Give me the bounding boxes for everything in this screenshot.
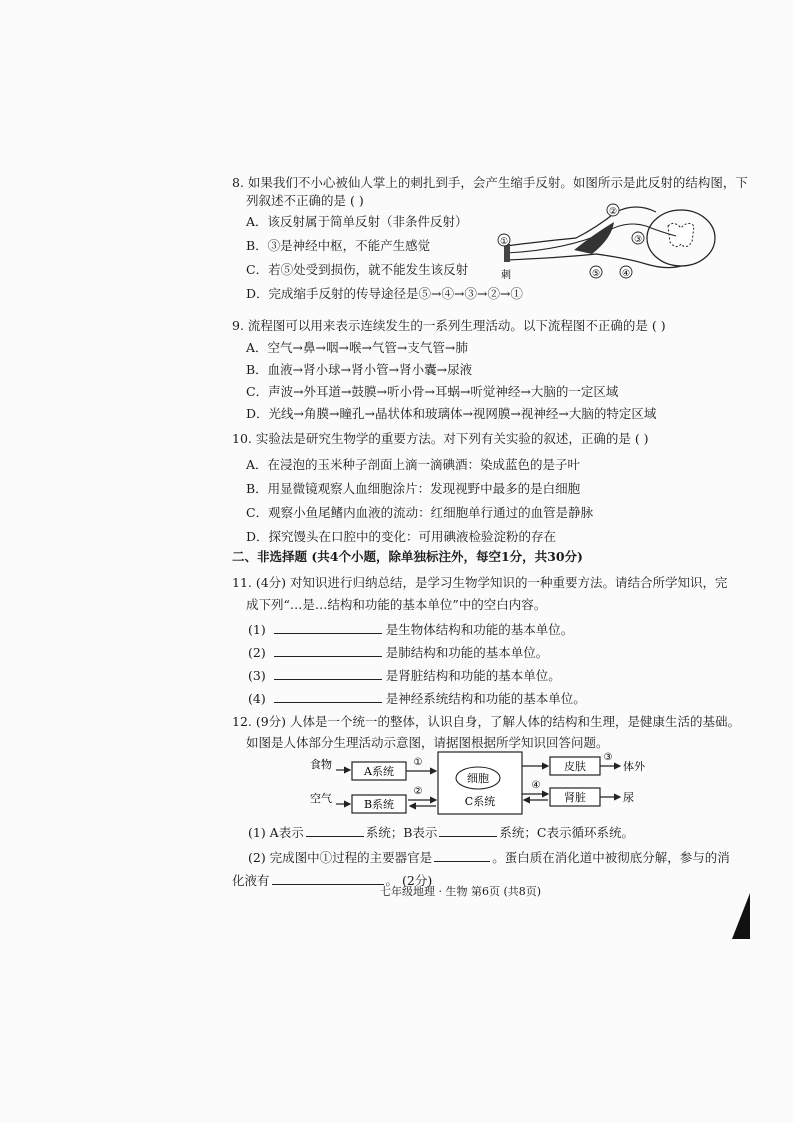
scan-shadow xyxy=(732,893,750,939)
q11-item-text: 是生物体结构和功能的基本单位。 xyxy=(385,622,574,637)
q11-item-text: 是肾脏结构和功能的基本单位。 xyxy=(385,668,561,683)
q12-part1-text-b: 系统；B表示 xyxy=(365,825,438,840)
q11-item-number: (1) xyxy=(248,622,266,637)
page-footer: 七年级地理 · 生物 第6页 (共8页) xyxy=(380,885,542,898)
label-air: 空气 xyxy=(310,792,332,805)
q12-part1 xyxy=(248,824,634,841)
answer-blank[interactable] xyxy=(272,872,384,885)
q12-stem-line1: 12. (9分) 人体是一个统一的整体，认识自身，了解人体的结构和生理，是健康生活的基础。 xyxy=(232,714,741,729)
label-food: 食物 xyxy=(310,758,332,771)
figure-label-3: ③ xyxy=(633,235,643,245)
figure-label-4: ④ xyxy=(621,269,631,279)
q12-part2 xyxy=(248,849,730,866)
answer-blank[interactable] xyxy=(274,667,382,680)
q9-option-d: D．光线→角膜→瞳孔→晶状体和玻璃体→视网膜→视神经→大脑的特定区域 xyxy=(246,406,657,421)
answer-blank[interactable] xyxy=(274,644,382,657)
q10-stem: 10. 实验法是研究生物学的重要方法。对下列有关实验的叙述，正确的是 ( ) xyxy=(232,431,649,446)
q9-option-a: A．空气→鼻→咽→喉→气管→支气管→肺 xyxy=(246,340,468,355)
answer-blank[interactable] xyxy=(434,849,490,862)
q11-item-text: 是肺结构和功能的基本单位。 xyxy=(385,645,549,660)
q8-option-c: C．若⑤处受到损伤，就不能发生该反射 xyxy=(246,262,469,277)
label-c-system: C系统 xyxy=(464,795,496,808)
box-a-system: A系统 xyxy=(364,765,394,778)
q8-option-b: B．③是神经中枢，不能产生感觉 xyxy=(246,238,431,253)
reflex-arc-figure xyxy=(496,198,736,284)
label-outside: 体外 xyxy=(623,760,645,773)
q11-item-number: (2) xyxy=(248,645,266,660)
q11-item xyxy=(248,621,573,638)
q11-item xyxy=(248,644,548,661)
answer-blank[interactable] xyxy=(306,824,364,837)
answer-blank[interactable] xyxy=(274,690,382,703)
q11-item-number: (4) xyxy=(248,691,266,706)
q8-stem-line1: 8. 如果我们不小心被仙人掌上的刺扎到手，会产生缩手反射。如图所示是此反射的结构图，下 xyxy=(232,175,748,190)
q12-part1-text-c: 系统；C表示循环系统。 xyxy=(499,825,634,840)
box-skin: 皮肤 xyxy=(564,760,586,773)
arrow-label-4: ④ xyxy=(531,780,541,791)
q10-option-a: A．在浸泡的玉米种子剖面上滴一滴碘酒：染成蓝色的是子叶 xyxy=(246,457,581,472)
physiology-diagram xyxy=(300,748,690,818)
figure-label-thorn: 刺 xyxy=(501,270,511,281)
box-kidney: 肾脏 xyxy=(564,791,586,804)
figure-label-1: ① xyxy=(499,237,509,247)
label-cell: 细胞 xyxy=(467,772,489,785)
q8-stem-line2: 列叙述不正确的是 ( ) xyxy=(246,193,364,208)
q8-option-a: A．该反射属于简单反射（非条件反射） xyxy=(246,214,468,229)
q11-item-text: 是神经系统结构和功能的基本单位。 xyxy=(385,691,586,706)
q10-option-d: D．探究馒头在口腔中的变化：可用碘液检验淀粉的存在 xyxy=(246,529,557,544)
q10-option-c: C．观察小鱼尾鳍内血液的流动：红细胞单行通过的血管是静脉 xyxy=(246,505,594,520)
answer-blank[interactable] xyxy=(274,621,382,634)
q12-part1-text-a: (1) A表示 xyxy=(248,825,304,840)
arrow-label-1: ① xyxy=(413,757,423,768)
q9-option-c: C．声波→外耳道→鼓膜→听小骨→耳蜗→听觉神经→大脑的一定区域 xyxy=(246,384,619,399)
arrow-label-3: ③ xyxy=(603,752,613,763)
q9-stem: 9. 流程图可以用来表示连续发生的一系列生理活动。以下流程图不正确的是 ( ) xyxy=(232,318,666,333)
figure-label-2: ② xyxy=(608,207,618,217)
q12-part2-text-d: 。 (2分) xyxy=(385,873,433,888)
label-urine: 尿 xyxy=(623,791,634,804)
q11-stem-line1: 11. (4分) 对知识进行归纳总结，是学习生物学知识的一种重要方法。请结合所学知识，完 xyxy=(232,575,728,590)
arrow-label-2: ② xyxy=(413,786,423,797)
q12-part2-text-c: 化液有 xyxy=(232,873,270,888)
answer-blank[interactable] xyxy=(439,824,497,837)
q12-part2-text-b: 。蛋白质在消化道中被彻底分解，参与的消 xyxy=(492,850,730,865)
q10-option-b: B．用显微镜观察人血细胞涂片：发现视野中最多的是白细胞 xyxy=(246,481,581,496)
q12-part2-text-a: (2) 完成图中①过程的主要器官是 xyxy=(248,850,433,865)
q11-item-number: (3) xyxy=(248,668,266,683)
q12-stem-line2: 如图是人体部分生理活动示意图，请据图根据所学知识回答问题。 xyxy=(246,735,609,750)
box-b-system: B系统 xyxy=(363,798,395,811)
q11-stem-line2: 成下列“…是…结构和功能的基本单位”中的空白内容。 xyxy=(246,597,547,612)
figure-label-5: ⑤ xyxy=(591,269,601,279)
section-heading: 二、非选择题 (共4个小题，除单独标注外，每空1分，共30分) xyxy=(232,549,583,564)
q11-item xyxy=(248,690,586,707)
q9-option-b: B．血液→肾小球→肾小管→肾小囊→尿液 xyxy=(246,362,473,377)
q8-option-d: D．完成缩手反射的传导途径是⑤→④→③→②→① xyxy=(246,286,523,301)
q11-item xyxy=(248,667,561,684)
